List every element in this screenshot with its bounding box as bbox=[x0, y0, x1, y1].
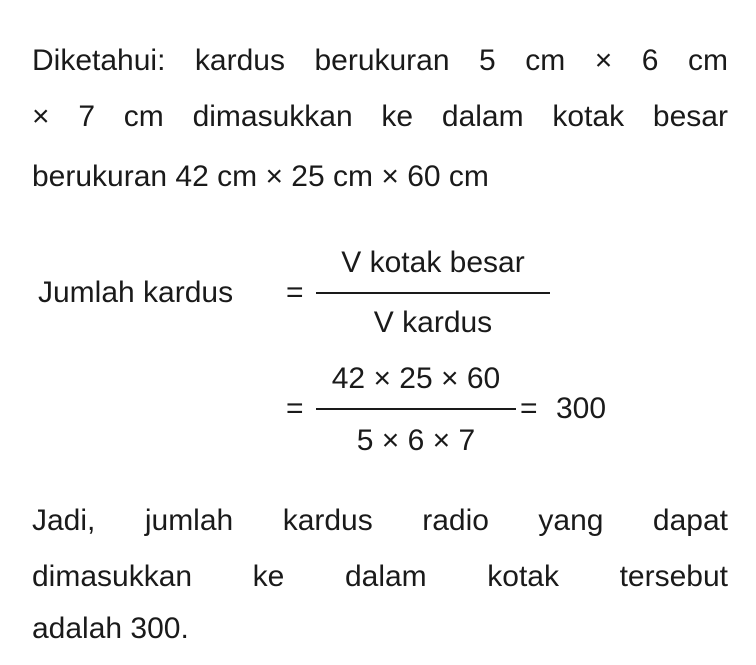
given-word: ke bbox=[381, 100, 414, 133]
conclusion-line-2 bbox=[32, 560, 728, 594]
given-word: kotak bbox=[552, 100, 625, 133]
given-word: dalam bbox=[441, 100, 524, 133]
conclusion-word: dapat bbox=[652, 504, 728, 537]
conclusion-word: kotak bbox=[487, 560, 559, 593]
given-line-3: berukuran 42 cm × 25 cm × 60 cm bbox=[32, 160, 489, 193]
formula-equals: = bbox=[286, 276, 304, 309]
given-word: besar bbox=[652, 100, 728, 133]
calculation-result: 300 bbox=[556, 392, 607, 425]
calculation-fraction-bar bbox=[316, 408, 516, 410]
formula-numerator: V kotak besar bbox=[341, 246, 525, 279]
given-word: dimasukkan bbox=[192, 100, 353, 133]
formula-denominator: V kardus bbox=[373, 306, 493, 339]
given-line-2 bbox=[32, 100, 728, 134]
calculation-denominator: 5 × 6 × 7 bbox=[356, 424, 476, 457]
given-word: 5 bbox=[479, 44, 496, 77]
given-word: × bbox=[594, 44, 613, 77]
given-word: 7 bbox=[78, 100, 95, 133]
conclusion-word: dalam bbox=[344, 560, 427, 593]
conclusion-line-3: adalah 300. bbox=[32, 612, 189, 645]
conclusion-word: kardus bbox=[282, 504, 373, 537]
given-word: Diketahui: bbox=[32, 44, 166, 77]
formula-fraction-bar bbox=[316, 292, 550, 294]
conclusion-word: yang bbox=[538, 504, 604, 537]
conclusion-word: tersebut bbox=[619, 560, 728, 593]
given-word: berukuran bbox=[314, 44, 450, 77]
given-word: cm bbox=[123, 100, 164, 133]
conclusion-word: ke bbox=[252, 560, 285, 593]
conclusion-word: jumlah bbox=[144, 504, 234, 537]
calculation-numerator: 42 × 25 × 60 bbox=[331, 362, 501, 395]
formula-label: Jumlah kardus bbox=[38, 276, 234, 309]
given-word: cm bbox=[525, 44, 566, 77]
given-word: 6 bbox=[641, 44, 659, 77]
conclusion-line-1 bbox=[32, 504, 728, 538]
given-word: × bbox=[32, 100, 50, 133]
calculation-equals: = bbox=[286, 392, 304, 425]
given-line-1 bbox=[32, 44, 728, 78]
conclusion-word: dimasukkan bbox=[32, 560, 193, 593]
result-equals: = bbox=[520, 392, 538, 425]
given-word: cm bbox=[687, 44, 728, 77]
conclusion-word: Jadi, bbox=[32, 504, 96, 537]
given-word: kardus bbox=[194, 44, 285, 77]
conclusion-word: radio bbox=[422, 504, 489, 537]
